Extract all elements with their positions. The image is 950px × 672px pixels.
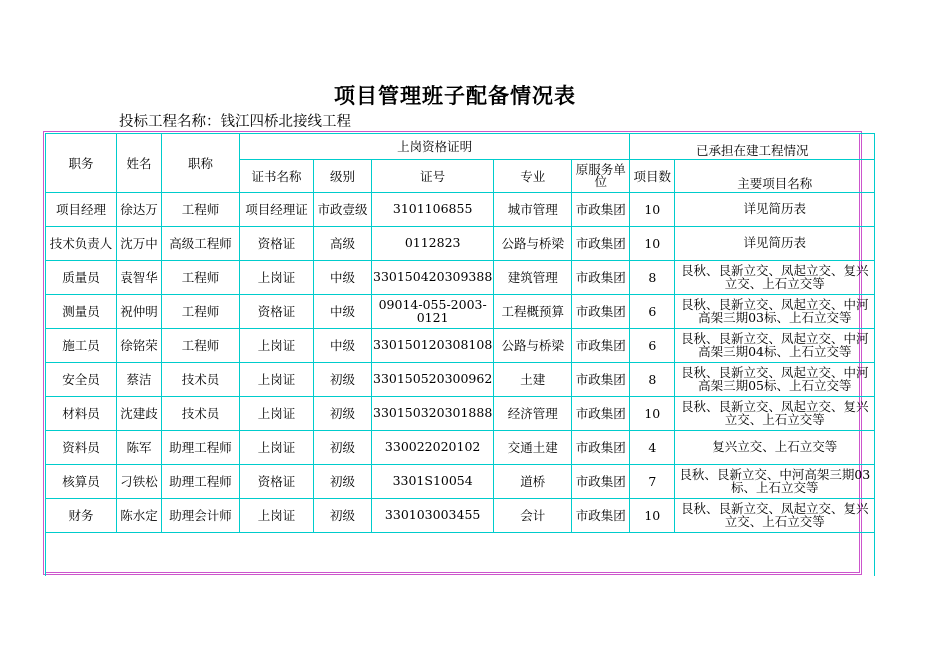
header-level: 级别 (314, 160, 372, 193)
staff-table (45, 133, 875, 576)
table-row (46, 397, 875, 431)
cell-name: 陈军 (117, 431, 162, 465)
cell-unit: 市政集团 (572, 193, 630, 227)
cell-duty: 项目经理 (46, 193, 117, 227)
table-row (46, 465, 875, 499)
cell-cert-no: 330150420309388 (372, 261, 494, 295)
cell-name: 袁智华 (117, 261, 162, 295)
cell-major: 交通土建 (494, 431, 572, 465)
cell-rank: 助理工程师 (162, 465, 240, 499)
cell-major: 城市管理 (494, 193, 572, 227)
cell-rank: 助理工程师 (162, 431, 240, 465)
cell-level: 中级 (314, 261, 372, 295)
header-cert-group: 上岗资格证明 (240, 134, 630, 160)
cell-level: 初级 (314, 465, 372, 499)
cell-duty: 质量员 (46, 261, 117, 295)
cell-main-projects: 艮秋、艮新立交、凤起立交、复兴立交、上石立交等 (675, 499, 875, 533)
cell-main-projects: 复兴立交、上石立交等 (675, 431, 875, 465)
cell-name: 陈水定 (117, 499, 162, 533)
cell-major: 建筑管理 (494, 261, 572, 295)
header-duty: 职务 (46, 134, 117, 193)
cell-name: 祝仲明 (117, 295, 162, 329)
cell-unit: 市政集团 (572, 329, 630, 363)
cell-duty: 安全员 (46, 363, 117, 397)
cell-level: 高级 (314, 227, 372, 261)
header-name: 姓名 (117, 134, 162, 193)
cell-name: 沈万中 (117, 227, 162, 261)
table-row (46, 261, 875, 295)
cell-project-count: 7 (630, 465, 675, 499)
cell-major: 公路与桥梁 (494, 227, 572, 261)
header-in-progress-group: 已承担在建工程情况 (630, 134, 875, 160)
cell-duty: 材料员 (46, 397, 117, 431)
cell-rank: 技术员 (162, 363, 240, 397)
cell-name: 沈建歧 (117, 397, 162, 431)
cell-unit: 市政集团 (572, 227, 630, 261)
cell-level: 初级 (314, 431, 372, 465)
cell-main-projects: 艮秋、艮新立交、凤起立交、中河高架三期05标、上石立交等 (675, 363, 875, 397)
cell-major: 公路与桥梁 (494, 329, 572, 363)
cell-level: 中级 (314, 295, 372, 329)
cell-duty: 测量员 (46, 295, 117, 329)
cell-main-projects: 艮秋、艮新立交、凤起立交、复兴立交、上石立交等 (675, 261, 875, 295)
header-project-count: 项目数 (630, 160, 675, 193)
cell-unit: 市政集团 (572, 431, 630, 465)
cell-name: 刁铁松 (117, 465, 162, 499)
table-row (46, 499, 875, 533)
cell-major: 土建 (494, 363, 572, 397)
cell-cert-no: 330103003455 (372, 499, 494, 533)
cell-cert-name: 资格证 (240, 465, 314, 499)
table-row (46, 431, 875, 465)
cell-duty: 核算员 (46, 465, 117, 499)
cell-project-count: 8 (630, 261, 675, 295)
cell-rank: 工程师 (162, 261, 240, 295)
cell-rank: 工程师 (162, 193, 240, 227)
cell-cert-name: 上岗证 (240, 499, 314, 533)
cell-name: 徐达万 (117, 193, 162, 227)
table-row (46, 193, 875, 227)
cell-rank: 工程师 (162, 295, 240, 329)
cell-project-count: 10 (630, 227, 675, 261)
table-row (46, 227, 875, 261)
cell-name: 徐铭荣 (117, 329, 162, 363)
cell-project-count: 6 (630, 329, 675, 363)
cell-main-projects: 艮秋、艮新立交、凤起立交、中河高架三期03标、上石立交等 (675, 295, 875, 329)
cell-rank: 助理会计师 (162, 499, 240, 533)
cell-cert-no: 330150320301888 (372, 397, 494, 431)
cell-project-count: 10 (630, 499, 675, 533)
cell-duty: 资料员 (46, 431, 117, 465)
cell-cert-name: 资格证 (240, 227, 314, 261)
cell-cert-no: 330022020102 (372, 431, 494, 465)
table-row (46, 295, 875, 329)
cell-duty: 技术负责人 (46, 227, 117, 261)
cell-main-projects: 详见简历表 (675, 227, 875, 261)
cell-level: 初级 (314, 499, 372, 533)
cell-project-count: 10 (630, 193, 675, 227)
cell-duty: 财务 (46, 499, 117, 533)
cell-unit: 市政集团 (572, 363, 630, 397)
cell-cert-no: 3101106855 (372, 193, 494, 227)
cell-rank: 技术员 (162, 397, 240, 431)
header-cert-name: 证书名称 (240, 160, 314, 193)
cell-cert-no: 09014-055-2003-0121 (372, 295, 494, 329)
empty-cell (46, 533, 875, 576)
cell-cert-name: 上岗证 (240, 363, 314, 397)
cell-unit: 市政集团 (572, 465, 630, 499)
cell-project-count: 4 (630, 431, 675, 465)
cell-rank: 高级工程师 (162, 227, 240, 261)
table-row (46, 363, 875, 397)
header-row-1 (46, 134, 875, 160)
cell-unit: 市政集团 (572, 261, 630, 295)
cell-cert-name: 上岗证 (240, 431, 314, 465)
cell-name: 蔡洁 (117, 363, 162, 397)
cell-level: 初级 (314, 397, 372, 431)
cell-unit: 市政集团 (572, 499, 630, 533)
cell-main-projects: 艮秋、艮新立交、凤起立交、复兴立交、上石立交等 (675, 397, 875, 431)
cell-level: 初级 (314, 363, 372, 397)
cell-major: 道桥 (494, 465, 572, 499)
cell-level: 中级 (314, 329, 372, 363)
empty-row (46, 533, 875, 576)
cell-project-count: 8 (630, 363, 675, 397)
cell-project-count: 6 (630, 295, 675, 329)
header-major: 专业 (494, 160, 572, 193)
cell-main-projects: 艮秋、艮新立交、凤起立交、中河高架三期04标、上石立交等 (675, 329, 875, 363)
header-rank: 职称 (162, 134, 240, 193)
cell-duty: 施工员 (46, 329, 117, 363)
cell-cert-name: 上岗证 (240, 329, 314, 363)
table-row (46, 329, 875, 363)
cell-cert-name: 项目经理证 (240, 193, 314, 227)
header-main-projects: 主要项目名称 (675, 160, 875, 193)
cell-major: 工程概预算 (494, 295, 572, 329)
cell-cert-name: 上岗证 (240, 397, 314, 431)
cell-cert-no: 3301S10054 (372, 465, 494, 499)
header-cert-no: 证号 (372, 160, 494, 193)
cell-cert-name: 上岗证 (240, 261, 314, 295)
cell-major: 经济管理 (494, 397, 572, 431)
cell-major: 会计 (494, 499, 572, 533)
cell-level: 市政壹级 (314, 193, 372, 227)
project-name-label: 投标工程名称：钱江四桥北接线工程 (119, 114, 351, 130)
cell-project-count: 10 (630, 397, 675, 431)
cell-unit: 市政集团 (572, 295, 630, 329)
cell-cert-no: 330150520300962 (372, 363, 494, 397)
page-title: 项目管理班子配备情况表 (334, 84, 576, 108)
cell-main-projects: 艮秋、艮新立交、中河高架三期03标、上石立交等 (675, 465, 875, 499)
cell-cert-name: 资格证 (240, 295, 314, 329)
cell-main-projects: 详见简历表 (675, 193, 875, 227)
cell-cert-no: 330150120308108 (372, 329, 494, 363)
cell-unit: 市政集团 (572, 397, 630, 431)
cell-rank: 工程师 (162, 329, 240, 363)
cell-cert-no: 0112823 (372, 227, 494, 261)
header-orig-unit: 原服务单位 (572, 160, 630, 193)
